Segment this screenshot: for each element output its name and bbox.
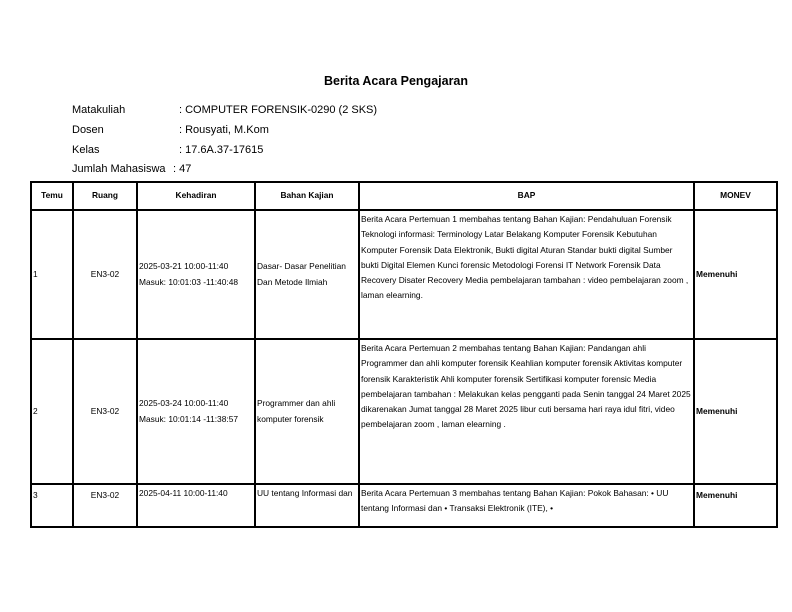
meta-label-dosen: Dosen bbox=[72, 124, 104, 136]
cell-monev: Memenuhi bbox=[694, 339, 777, 484]
cell-bahan-kajian: UU tentang Informasi dan bbox=[255, 484, 359, 527]
header-monev: MONEV bbox=[694, 182, 777, 210]
header-bahan-kajian: Bahan Kajian bbox=[255, 182, 359, 210]
cell-bap: Berita Acara Pertemuan 3 membahas tentang Bahan Kajian: Pokok Bahasan: • UU tentang Informasi dan • Transaksi Elektronik (ITE), • bbox=[359, 484, 694, 527]
meta-label-jumlah-mahasiswa: Jumlah Mahasiswa bbox=[72, 163, 166, 175]
cell-temu: 3 bbox=[31, 484, 73, 527]
cell-ruang: EN3-02 bbox=[73, 339, 137, 484]
cell-bahan-kajian: Programmer dan ahli komputer forensik bbox=[255, 339, 359, 484]
header-temu: Temu bbox=[31, 182, 73, 210]
document-title: Berita Acara Pengajaran bbox=[323, 74, 469, 88]
cell-monev: Memenuhi bbox=[694, 484, 777, 527]
meta-value-dosen: : Rousyati, M.Kom bbox=[179, 124, 269, 136]
cell-bahan-kajian: Dasar- Dasar Penelitian Dan Metode Ilmiah bbox=[255, 210, 359, 339]
meta-label-matakuliah: Matakuliah bbox=[72, 104, 126, 116]
bap-table bbox=[30, 181, 778, 528]
table-header-row bbox=[31, 182, 777, 210]
cell-temu: 2 bbox=[31, 339, 73, 484]
table-row bbox=[31, 210, 777, 339]
table-row bbox=[31, 484, 777, 527]
cell-monev: Memenuhi bbox=[694, 210, 777, 339]
cell-bap: Berita Acara Pertemuan 1 membahas tentang Bahan Kajian: Pendahuluan Forensik Teknologi informasi: Terminology Latar Belakang Komputer Forensik Kebutuhan Komputer Forensik Data Elektronik, Bukti digital Aturan Standar bukti digital Sumber bukti Digital Elemen Kunci forensic Metodologi Forensi IT Network Forensik Data Recovery Disater Recovery Media pembelajaran tambahan : video pembelajaran zoom , laman elearning. bbox=[359, 210, 694, 339]
cell-kehadiran: 2025-03-24 10:00-11:40 Masuk: 10:01:14 -11:38:57 bbox=[137, 339, 255, 484]
cell-temu: 1 bbox=[31, 210, 73, 339]
header-kehadiran: Kehadiran bbox=[137, 182, 255, 210]
header-bap: BAP bbox=[359, 182, 694, 210]
table-row bbox=[31, 339, 777, 484]
meta-value-jumlah-mahasiswa: : 47 bbox=[173, 163, 192, 175]
meta-label-kelas: Kelas bbox=[72, 144, 100, 156]
cell-bap: Berita Acara Pertemuan 2 membahas tentang Bahan Kajian: Pandangan ahli Programmer dan ahli komputer forensik Keahlian komputer forensik Aktivitas komputer forensik Karakteristik Ahli komputer forensik Sertifikasi komputer forensic Media pembelajaran tambahan : Melakukan kelas pengganti pada Senin tanggal 24 Maret 2025 dikarenakan Jumat tanggal 28 Maret 2025 libur cuti bersama hari raya idul fitri, video pembelajaran zoom , laman elearning . bbox=[359, 339, 694, 484]
cell-ruang: EN3-02 bbox=[73, 484, 137, 527]
cell-ruang: EN3-02 bbox=[73, 210, 137, 339]
cell-kehadiran: 2025-04-11 10:00-11:40 bbox=[137, 484, 255, 527]
meta-value-matakuliah: : COMPUTER FORENSIK-0290 (2 SKS) bbox=[179, 104, 378, 116]
header-ruang: Ruang bbox=[73, 182, 137, 210]
meta-value-kelas: : 17.6A.37-17615 bbox=[179, 144, 264, 156]
cell-kehadiran: 2025-03-21 10:00-11:40 Masuk: 10:01:03 -11:40:48 bbox=[137, 210, 255, 339]
